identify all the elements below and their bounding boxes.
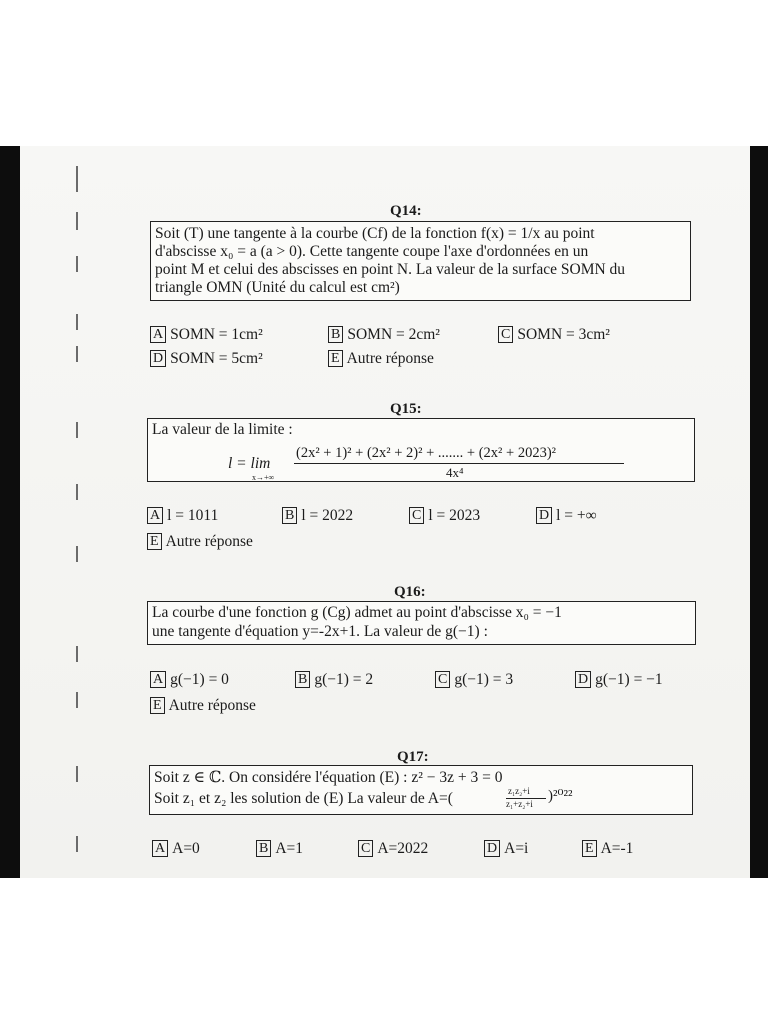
q15-limit-symbol: l = lim	[228, 455, 271, 472]
binder-mark	[76, 646, 78, 662]
option-text: g(−1) = 0	[170, 671, 229, 688]
q17-line-1: Soit z ∈ ℂ. On considére l'équation (E) : z² − 3z + 3 = 0	[154, 769, 503, 786]
binder-mark	[76, 766, 78, 782]
option-letter: D	[536, 507, 552, 524]
q17-exponent: )²⁰²²	[548, 788, 573, 804]
binder-mark	[76, 546, 78, 562]
option-letter: C	[409, 507, 424, 524]
option-text: A=-1	[600, 840, 634, 857]
q17-title: Q17:	[397, 749, 429, 765]
q15-title: Q15:	[390, 401, 422, 417]
binder-mark	[76, 484, 78, 500]
q14-line-4: triangle OMN (Unité du calcul est cm²)	[155, 279, 400, 296]
right-black-border	[750, 146, 768, 878]
q14-option-d[interactable]	[150, 350, 263, 368]
option-text: g(−1) = 2	[314, 671, 374, 688]
q14-option-c[interactable]	[498, 326, 610, 344]
option-text: A=i	[504, 840, 529, 857]
option-text: Autre réponse	[165, 533, 253, 550]
binder-mark	[76, 212, 78, 230]
q14-statement-box	[150, 221, 691, 301]
q16-option-d[interactable]	[575, 671, 663, 689]
option-letter: D	[484, 840, 500, 857]
q15-option-b[interactable]	[282, 507, 353, 525]
q14-line-1: Soit (T) une tangente à la courbe (Cf) de la fonction f(x) = 1/x au point	[155, 225, 595, 242]
q15-fraction-bar	[294, 463, 624, 464]
option-letter: A	[147, 507, 163, 524]
q14-line-3: point M et celui des abscisses en point N. La valeur de la surface SOMN du	[155, 261, 626, 278]
option-letter: B	[282, 507, 297, 524]
q15-numerator: (2x² + 1)² + (2x² + 2)² + ....... + (2x² + 2023)²	[296, 445, 556, 461]
q17-option-c[interactable]	[358, 840, 428, 858]
binder-mark	[76, 256, 78, 272]
option-letter: E	[147, 533, 162, 550]
binder-mark	[76, 422, 78, 438]
q15-limit-subscript: x→+∞	[252, 473, 275, 482]
option-letter: C	[358, 840, 373, 857]
q17-fraction-numerator: z₁z₂+i	[508, 786, 530, 796]
q17-option-e[interactable]	[582, 840, 633, 858]
option-letter: B	[328, 326, 343, 343]
option-text: A=0	[172, 840, 200, 857]
q16-title: Q16:	[394, 584, 426, 600]
q15-option-a[interactable]	[147, 507, 218, 525]
q15-option-c[interactable]	[409, 507, 480, 525]
binder-mark	[76, 692, 78, 708]
option-text: SOMN = 1cm²	[170, 326, 263, 343]
option-text: Autre réponse	[168, 697, 256, 714]
option-letter: A	[152, 840, 168, 857]
q14-option-b[interactable]	[328, 326, 440, 344]
q16-statement-box	[147, 601, 696, 645]
binder-mark	[76, 166, 78, 192]
option-text: A=2022	[377, 840, 429, 857]
binder-mark	[76, 314, 78, 330]
q15-option-d[interactable]	[536, 507, 597, 525]
left-black-border	[0, 146, 20, 878]
option-text: l = 2023	[428, 507, 481, 524]
option-text: A=1	[275, 840, 304, 857]
option-letter: C	[435, 671, 450, 688]
option-text: SOMN = 5cm²	[170, 350, 263, 367]
option-letter: D	[575, 671, 591, 688]
q15-denominator: 4x⁴	[446, 465, 464, 480]
q17-option-b[interactable]	[256, 840, 303, 858]
option-letter: A	[150, 671, 166, 688]
q16-line-2: une tangente d'équation y=-2x+1. La valeur de g(−1) :	[152, 623, 488, 640]
option-text: SOMN = 3cm²	[517, 326, 610, 343]
binder-mark	[76, 346, 78, 362]
option-text: l = +∞	[556, 507, 597, 524]
q15-option-e[interactable]	[147, 533, 253, 551]
q15-intro: La valeur de la limite :	[152, 421, 293, 438]
q14-line-2: d'abscisse x₀ = a (a > 0). Cette tangente coupe l'axe d'ordonnées en un	[155, 243, 589, 260]
q14-option-e[interactable]	[328, 350, 434, 368]
option-text: g(−1) = −1	[595, 671, 663, 688]
option-text: l = 1011	[167, 507, 219, 524]
option-text: l = 2022	[301, 507, 354, 524]
option-text: g(−1) = 3	[454, 671, 514, 688]
option-letter: C	[498, 326, 513, 343]
option-text: Autre réponse	[346, 350, 434, 367]
option-letter: B	[256, 840, 271, 857]
q14-title: Q14:	[390, 203, 422, 219]
q17-fraction-denominator: z₁+z₂+i	[506, 799, 533, 809]
option-letter: B	[295, 671, 310, 688]
q16-option-b[interactable]	[295, 671, 373, 689]
option-letter: E	[150, 697, 165, 714]
option-letter: A	[150, 326, 166, 343]
q15-statement-box	[147, 418, 695, 482]
q16-option-c[interactable]	[435, 671, 513, 689]
q16-option-a[interactable]	[150, 671, 229, 689]
q17-statement-box	[149, 765, 693, 815]
option-letter: E	[328, 350, 343, 367]
q14-option-a[interactable]	[150, 326, 263, 344]
q16-option-e[interactable]	[150, 697, 256, 715]
q17-option-a[interactable]	[152, 840, 200, 858]
q17-line-2: Soit z₁ et z₂ les solution de (E) La valeur de A=(	[154, 790, 453, 807]
q17-option-d[interactable]	[484, 840, 528, 858]
option-text: SOMN = 2cm²	[347, 326, 440, 343]
binder-mark	[76, 836, 78, 852]
option-letter: D	[150, 350, 166, 367]
q16-line-1: La courbe d'une fonction g (Cg) admet au point d'abscisse x₀ = −1	[152, 604, 562, 621]
option-letter: E	[582, 840, 597, 857]
